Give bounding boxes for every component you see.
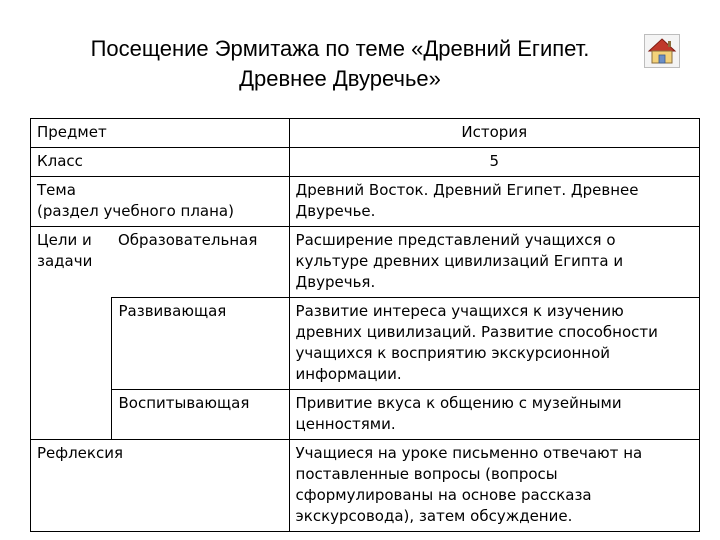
- topic-label-line-1: Тема: [37, 181, 76, 199]
- home-icon[interactable]: [644, 34, 680, 68]
- table-row: [31, 177, 700, 227]
- table-row: [31, 227, 700, 298]
- topic-value: Древний Восток. Древний Египет. Древнее Двуречье.: [289, 177, 699, 227]
- goal-type-developing: Развивающая: [112, 298, 289, 390]
- grade-value: 5: [289, 148, 699, 177]
- table-row: [31, 440, 700, 532]
- goals-label-spacer: [31, 390, 112, 440]
- subject-value: История: [289, 119, 699, 148]
- title-line-2: Древнее Двуречье»: [239, 66, 441, 91]
- table-row: [31, 298, 700, 390]
- subject-label: Предмет: [31, 119, 290, 148]
- lesson-table: [30, 118, 700, 532]
- goal-type-upbringing: Воспитывающая: [112, 390, 289, 440]
- title-line-1: Посещение Эрмитажа по теме «Древний Египет.: [90, 36, 590, 61]
- reflection-label: Рефлексия: [31, 440, 290, 532]
- goal-text-educational: Расширение представлений учащихся о культуре древних цивилизаций Египта и Двуречья.: [289, 227, 699, 298]
- table-row: [31, 119, 700, 148]
- topic-label-line-2: (раздел учебного плана): [37, 202, 234, 220]
- grade-label: Класс: [31, 148, 290, 177]
- goal-type-educational: Образовательная: [112, 227, 289, 298]
- reflection-value: Учащиеся на уроке письменно отвечают на поставленные вопросы (вопросы сформулированы на основе рассказа экскурсовода), затем обсуждение.: [289, 440, 699, 532]
- goals-label-spacer: [31, 298, 112, 390]
- goals-label: Цели и задачи: [31, 227, 112, 298]
- table-row: [31, 390, 700, 440]
- page-title: [40, 34, 640, 94]
- table-row: [31, 148, 700, 177]
- goal-text-upbringing: Привитие вкуса к общению с музейными ценностями.: [289, 390, 699, 440]
- goal-text-developing: Развитие интереса учащихся к изучению древних цивилизаций. Развитие способности учащихся к восприятию экскурсионной информации.: [289, 298, 699, 390]
- topic-label: [31, 177, 290, 227]
